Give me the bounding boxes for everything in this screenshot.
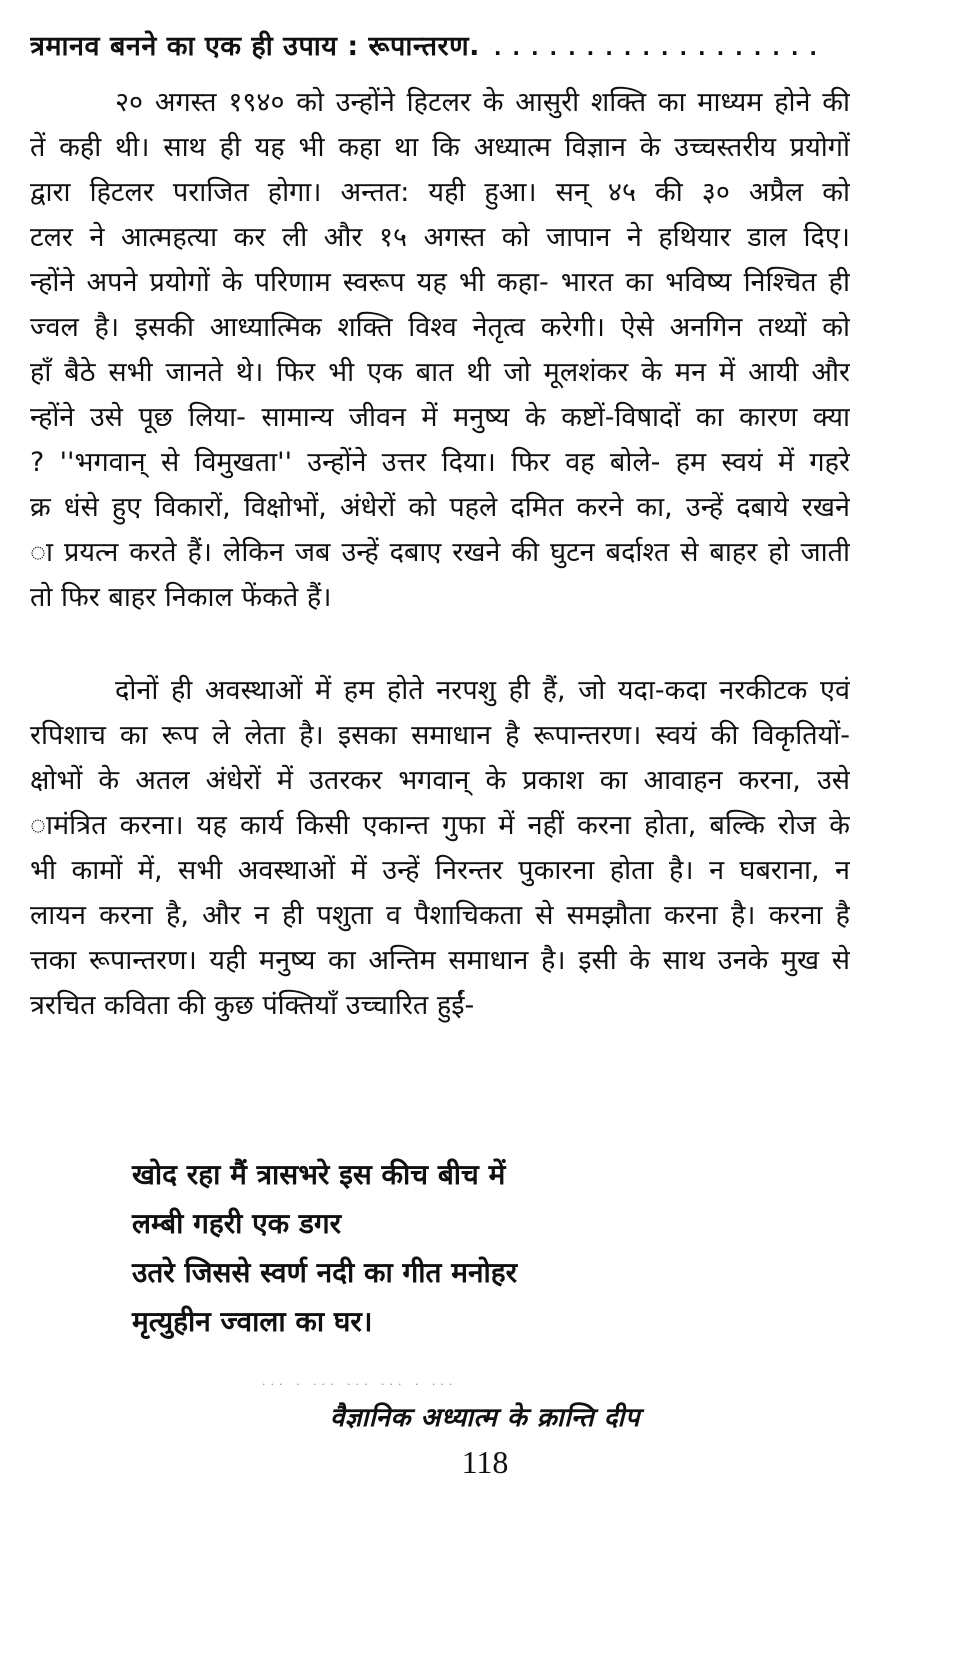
chapter-title: त्रमानव बनने का एक ही उपाय : रूपान्तरण.	[30, 31, 480, 62]
book-title-footer: वैज्ञानिक अध्यात्म के क्रान्ति दीप	[329, 1403, 641, 1433]
footer-separator-dots: ··· · ··· ··· ··· · ···	[262, 1378, 458, 1391]
text-line: न्होंने अपने प्रयोगों के परिणाम स्वरूप यह भी कहा- भारत का भविष्य निश्चित ही	[30, 267, 850, 298]
text-line: त्तका रूपान्तरण। यही मनुष्य का अन्तिम समाधान है। इसी के साथ उनके मुख से	[30, 945, 850, 976]
text-line: क्र धंसे हुए विकारों, विक्षोभों, अंधेरों को पहले दमित करने का, उन्हें दबाये रखने	[30, 492, 850, 523]
text-line: रपिशाच का रूप ले लेता है। इसका समाधान है रूपान्तरण। स्वयं की विकृतियों-	[30, 720, 850, 751]
header-leader-dots: . . . . . . . . . . . . . . . . . .	[493, 36, 820, 60]
text-line: तो फिर बाहर निकाल फेंकते हैं।	[30, 582, 332, 613]
text-line: लम्बी गहरी एक डगर	[132, 1207, 342, 1240]
text-line: ामंत्रित करना। यह कार्य किसी एकान्त गुफा में नहीं करना होता, बल्कि रोज के	[30, 810, 850, 841]
text-line: त्ररचित कविता की कुछ पंक्तियाँ उच्चारित हुईं-	[30, 990, 475, 1021]
page-number: 118	[461, 1444, 509, 1480]
text-line: २० अगस्त १९४० को उन्होंने हिटलर के आसुरी शक्ति का माध्यम होने की	[115, 87, 850, 118]
text-line: ? ''भगवान् से विमुखता'' उन्होंने उत्तर दिया। फिर वह बोले- हम स्वयं में गहरे	[30, 447, 850, 478]
body-paragraph-1	[30, 80, 850, 620]
text-line: तें कही थी। साथ ही यह भी कहा था कि अध्यात्म विज्ञान के उच्चस्तरीय प्रयोगों	[30, 132, 850, 163]
text-line: मृत्युहीन ज्वाला का घर।	[132, 1305, 373, 1338]
text-line: भी कामों में, सभी अवस्थाओं में उन्हें निरन्तर पुकारना होता है। न घबराना, न	[30, 855, 850, 886]
body-paragraph-2	[30, 668, 850, 1028]
running-header	[30, 26, 850, 63]
text-line: खोद रहा मैं त्रासभरे इस कीच बीच में	[132, 1158, 506, 1191]
text-line: ज्वल है। इसकी आध्यात्मिक शक्ति विश्व नेतृत्व करेगी। ऐसे अनगिन तथ्यों को	[30, 312, 850, 343]
text-line: द्वारा हिटलर पराजित होगा। अन्तत: यही हुआ। सन् ४५ की ३० अप्रैल को	[30, 177, 850, 208]
text-line: ा प्रयत्न करते हैं। लेकिन जब उन्हें दबाए रखने की घुटन बर्दाश्त से बाहर हो जाती	[30, 537, 850, 568]
text-line: दोनों ही अवस्थाओं में हम होते नरपशु ही हैं, जो यदा-कदा नरकीटक एवं	[115, 675, 850, 706]
text-line: लायन करना है, और न ही पशुता व पैशाचिकता से समझौता करना है। करना है	[30, 900, 850, 931]
text-line: हाँ बैठे सभी जानते थे। फिर भी एक बात थी जो मूलशंकर के मन में आयी और	[30, 357, 850, 388]
text-line: उतरे जिससे स्वर्ण नदी का गीत मनोहर	[132, 1256, 518, 1289]
poem-block	[132, 1150, 517, 1346]
text-line: न्होंने उसे पूछ लिया- सामान्य जीवन में मनुष्य के कष्टों-विषादों का कारण क्या	[30, 402, 850, 433]
text-line: क्षोभों के अतल अंधेरों में उतरकर भगवान् के प्रकाश का आवाहन करना, उसे	[30, 765, 850, 796]
text-line: टलर ने आत्महत्या कर ली और १५ अगस्त को जापान ने हथियार डाल दिए।	[30, 222, 850, 253]
